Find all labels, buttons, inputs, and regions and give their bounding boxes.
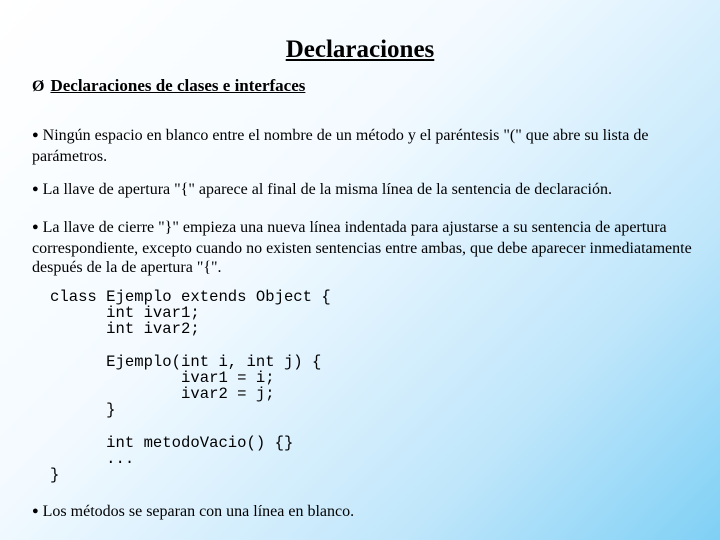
paragraph-4 [32, 502, 692, 523]
subheading-text: Declaraciones de clases e interfaces [50, 76, 306, 95]
bullet-icon: ● [32, 183, 39, 195]
paragraph-text: La llave de cierre "}" empieza una nueva línea indentada para ajustarse a su sentencia de apertura correspondiente, excepto cuando no existen sentencias entre ambas, que debe aparecer inmediatamente después de la de apertura "{". [32, 219, 692, 276]
subheading [32, 76, 305, 96]
slide-title: Declaraciones [285, 36, 435, 63]
bullet-icon: ● [32, 221, 39, 233]
paragraph-text: Los métodos se separan con una línea en blanco. [42, 503, 355, 520]
code-example: class Ejemplo extends Object { int ivar1; int ivar2; Ejemplo(int i, int j) { ivar1 = i; ivar2 = j; } int metodoVacio() {} ... } [50, 288, 331, 485]
bullet-icon: ● [32, 505, 39, 517]
paragraph-text: Ningún espacio en blanco entre el nombre de un método y el paréntesis "(" que abre su lista de parámetros. [32, 127, 649, 165]
paragraph-2 [32, 180, 692, 201]
paragraph-text: La llave de apertura "{" aparece al final de la misma línea de la sentencia de declaración. [42, 181, 612, 198]
arrow-bullet-icon: Ø [32, 78, 45, 95]
paragraph-3 [32, 218, 692, 277]
bullet-icon: ● [32, 129, 39, 141]
paragraph-1 [32, 126, 692, 166]
